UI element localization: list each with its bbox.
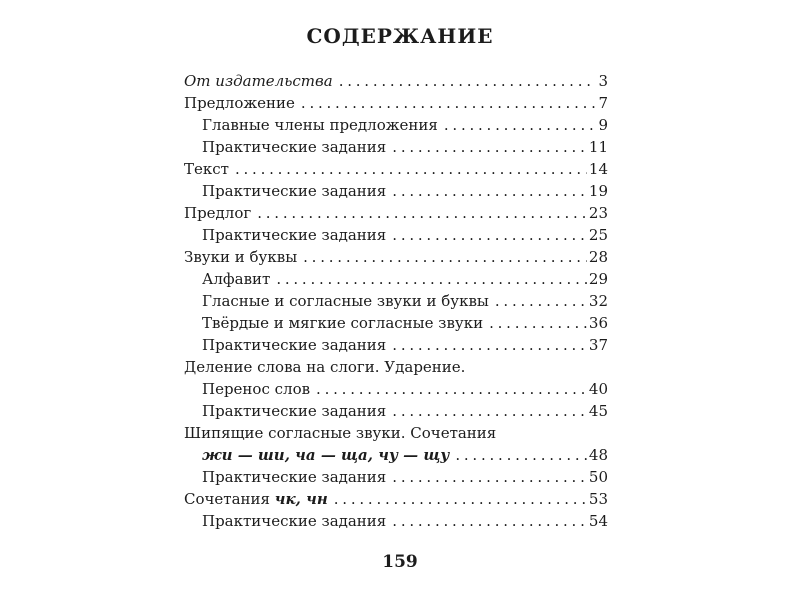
toc-entry-label: Практические задания	[202, 182, 387, 200]
toc-entry-page: 23	[588, 204, 608, 222]
toc-entry-page: 29	[588, 270, 608, 288]
toc-entry	[184, 158, 608, 180]
toc-entry-page: 19	[588, 182, 608, 200]
toc-entry-page: 50	[588, 468, 608, 486]
toc-entry-label: Практические задания	[202, 138, 387, 156]
toc-entry-page: 45	[588, 402, 608, 420]
toc-entry-page: 14	[588, 160, 608, 178]
dot-leader	[392, 400, 587, 422]
dot-leader	[235, 158, 587, 180]
dot-leader	[495, 290, 587, 312]
toc-entry-page: 37	[588, 336, 608, 354]
toc-entry-page: 54	[588, 512, 608, 530]
dot-leader	[303, 246, 587, 268]
toc-entry	[184, 510, 608, 532]
toc-entry	[184, 356, 608, 378]
toc-entry	[184, 114, 608, 136]
toc-entry-page: 53	[588, 490, 608, 508]
toc-entry	[184, 312, 608, 334]
toc-entry-label: Шипящие согласные звуки. Сочетания	[184, 424, 497, 442]
toc-entry-page: 3	[598, 72, 608, 90]
dot-leader	[455, 444, 587, 466]
toc-entry-bold-text: жи — ши, ча — ща, чу — щу	[202, 446, 450, 464]
toc-entry-label: Главные члены предложения	[202, 116, 438, 134]
dot-leader	[301, 92, 597, 114]
toc-entry-label: Предлог	[184, 204, 252, 222]
toc-entry	[184, 268, 608, 290]
dot-leader	[392, 510, 587, 532]
toc-entry-page: 9	[598, 116, 608, 134]
toc-entry-label: Гласные и согласные звуки и буквы	[202, 292, 489, 310]
toc-entry-page: 7	[598, 94, 608, 112]
dot-leader	[392, 180, 587, 202]
toc-entry-label: От издательства	[184, 72, 333, 90]
toc-entry-page: 48	[588, 446, 608, 464]
dot-leader	[392, 466, 587, 488]
toc-entry-label: Твёрдые и мягкие согласные звуки	[202, 314, 484, 332]
toc-entry	[184, 488, 608, 510]
toc-entry-label: Практические задания	[202, 402, 387, 420]
toc-entry	[184, 136, 608, 158]
toc-entry	[184, 92, 608, 114]
toc-entry-label: Деление слова на слоги. Ударение.	[184, 358, 466, 376]
toc-entry	[184, 224, 608, 246]
dot-leader	[339, 70, 597, 92]
dot-leader	[489, 312, 587, 334]
toc-entry	[184, 290, 608, 312]
toc-entry-label-prefix: Сочетания	[184, 490, 275, 508]
toc-entry	[184, 334, 608, 356]
dot-leader	[392, 224, 587, 246]
toc-entry	[184, 378, 608, 400]
toc-entry-label	[184, 488, 328, 510]
toc-entry-label: Практические задания	[202, 468, 387, 486]
toc-entry-bold-text: чк, чн	[274, 490, 328, 508]
toc-entry-label	[202, 444, 449, 466]
toc-entry-label: Практические задания	[202, 336, 387, 354]
dot-leader	[257, 202, 587, 224]
toc-entry	[184, 422, 608, 444]
toc-entry-label: Перенос слов	[202, 380, 311, 398]
toc-entry-page: 40	[588, 380, 608, 398]
toc-entry-label: Текст	[184, 160, 229, 178]
dot-leader	[392, 136, 587, 158]
toc-entry	[184, 246, 608, 268]
toc-entry-label: Практические задания	[202, 512, 387, 530]
toc-entry-page: 28	[588, 248, 608, 266]
toc-entry-page: 11	[588, 138, 608, 156]
dot-leader	[444, 114, 597, 136]
table-of-contents	[184, 70, 608, 532]
toc-entry-label: Алфавит	[202, 270, 271, 288]
dot-leader	[316, 378, 587, 400]
page-number: 159	[382, 552, 418, 572]
dot-leader	[392, 334, 587, 356]
toc-entry	[184, 180, 608, 202]
toc-entry-label: Практические задания	[202, 226, 387, 244]
toc-entry	[184, 444, 608, 466]
toc-entry-label: Звуки и буквы	[184, 248, 298, 266]
toc-entry-page: 36	[588, 314, 608, 332]
dot-leader	[334, 488, 587, 510]
toc-entry-page: 32	[588, 292, 608, 310]
toc-entry	[184, 400, 608, 422]
toc-entry-page: 25	[588, 226, 608, 244]
toc-entry	[184, 70, 608, 92]
toc-entry	[184, 466, 608, 488]
toc-entry-label: Предложение	[184, 94, 295, 112]
page-title: СОДЕРЖАНИЕ	[306, 24, 494, 48]
dot-leader	[276, 268, 587, 290]
toc-entry	[184, 202, 608, 224]
